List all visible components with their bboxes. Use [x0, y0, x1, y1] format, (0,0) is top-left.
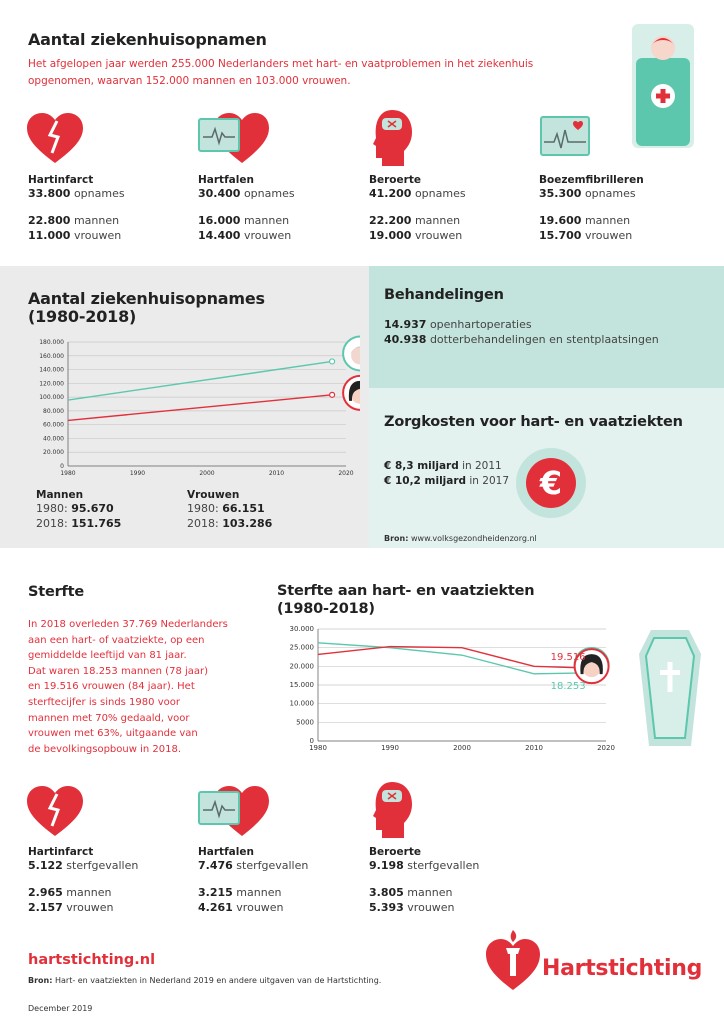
card-men-unit: mannen	[584, 214, 631, 227]
x-tick-label: 2000	[453, 744, 471, 752]
card-men: 3.215	[198, 886, 233, 899]
chart-title-line: (1980-2018)	[28, 307, 137, 326]
admission-card-beroerte	[369, 174, 466, 243]
card-title: Hartfalen	[198, 846, 254, 858]
source-text: Hart- en vaatziekten in Nederland 2019 en andere uitgaven van de Hartstichting.	[54, 976, 382, 985]
heart-monitor-icon	[198, 113, 270, 169]
men-series-line	[68, 361, 332, 400]
y-tick-label: 25.000	[289, 643, 314, 652]
broken-heart-icon	[26, 786, 84, 842]
y-tick-label: 30.000	[289, 625, 314, 633]
card-total-unit: sterfgevallen	[407, 859, 480, 872]
admissions-chart-title	[28, 290, 265, 326]
logo-text: Hartstichting	[542, 956, 703, 981]
card-men: 2.965	[28, 886, 63, 899]
x-tick-label: 1990	[129, 470, 146, 477]
card-title: Boezemfibrilleren	[539, 174, 644, 186]
year-label: 1980:	[36, 502, 68, 515]
y-tick-label: 60.000	[43, 421, 64, 429]
women-end-point	[330, 392, 335, 397]
treatment-label: openhartoperaties	[429, 318, 532, 331]
card-women: 19.000	[369, 229, 412, 242]
card-men-unit: mannen	[414, 214, 461, 227]
y-tick-label: 20.000	[43, 449, 64, 457]
mortality-card-hartfalen	[198, 846, 308, 915]
year-label: 2018:	[187, 517, 219, 530]
women-1980-value: 66.151	[222, 502, 265, 515]
costs-title: Zorgkosten voor hart- en vaatziekten	[384, 414, 683, 430]
women-value-label: 19.516	[550, 652, 586, 664]
head-brain-icon	[370, 780, 414, 844]
source-text: www.volksgezondheidenzorg.nl	[410, 534, 537, 543]
mortality-text-line: In 2018 overleden 37.769 Nederlanders	[28, 619, 228, 630]
card-men-unit: mannen	[243, 214, 290, 227]
card-total-unit: sterfgevallen	[66, 859, 139, 872]
card-men-unit: mannen	[73, 214, 120, 227]
y-tick-label: 140.000	[39, 366, 64, 374]
card-men: 3.805	[369, 886, 404, 899]
mortality-text-line: Dat waren 18.253 mannen (78 jaar)	[28, 665, 209, 677]
women-label: Vrouwen	[187, 489, 240, 501]
footer-date: December 2019	[28, 1004, 93, 1013]
card-women: 14.400	[198, 229, 241, 242]
section-title-admissions: Aantal ziekenhuisopnamen	[28, 30, 267, 49]
card-title: Beroerte	[369, 846, 421, 858]
cost-label: in 2017	[469, 475, 510, 487]
mortality-text-line: en 19.516 vrouwen (84 jaar). Het	[28, 681, 195, 693]
year-label: 1980:	[187, 502, 219, 515]
y-tick-label: 5000	[296, 718, 314, 727]
admissions-men-stats	[36, 489, 121, 531]
y-tick-label: 20.000	[289, 662, 314, 671]
mortality-text-line: mannen met 70% gedaald, voor	[28, 712, 190, 724]
admissions-line-chart	[20, 334, 360, 484]
card-total: 7.476	[198, 859, 233, 872]
card-women-unit: vrouwen	[73, 229, 122, 242]
men-1980-value: 95.670	[71, 502, 114, 515]
card-total-unit: opnames	[243, 187, 295, 200]
mortality-card-hartinfarct	[28, 846, 138, 915]
costs-list	[384, 459, 509, 489]
treatment-value: 40.938	[384, 333, 427, 346]
chart-title-line: Sterfte aan hart- en vaatziekten	[277, 583, 535, 599]
card-men: 22.200	[369, 214, 412, 227]
mortality-text	[28, 617, 228, 757]
card-title: Hartinfarct	[28, 846, 94, 858]
x-tick-label: 2020	[597, 744, 615, 752]
mortality-text-line: vrouwen met 63%, uitgaande van	[28, 728, 198, 740]
card-title: Hartinfarct	[28, 174, 94, 186]
y-tick-label: 100.000	[39, 394, 64, 402]
heart-torch-icon	[484, 928, 542, 992]
women-series-line	[68, 395, 332, 421]
heart-monitor-icon	[198, 786, 270, 842]
hartstichting-logo	[484, 928, 716, 994]
card-total: 33.800	[28, 187, 71, 200]
y-tick-label: 120.000	[39, 380, 64, 388]
admission-card-hartinfarct	[28, 174, 125, 243]
men-2018-value: 151.765	[71, 517, 122, 530]
card-women-unit: vrouwen	[407, 901, 455, 914]
card-women-unit: vrouwen	[414, 229, 463, 242]
card-women: 4.261	[198, 901, 233, 914]
mortality-title: Sterfte	[28, 584, 85, 600]
men-label: Mannen	[36, 489, 84, 501]
year-label: 2018:	[36, 517, 68, 530]
chart-title-line: (1980-2018)	[277, 601, 375, 617]
euro-badge	[516, 448, 586, 518]
x-tick-label: 2010	[525, 744, 543, 752]
card-total: 35.300	[539, 187, 582, 200]
card-title: Beroerte	[369, 174, 421, 186]
source-label: Bron:	[384, 534, 409, 543]
coffin-icon	[637, 628, 703, 752]
card-men-unit: mannen	[66, 886, 112, 899]
footer-url[interactable]: hartstichting.nl	[28, 952, 156, 968]
cost-value: € 10,2 miljard	[384, 475, 467, 487]
source-label: Bron:	[28, 976, 53, 985]
card-women-unit: vrouwen	[243, 229, 292, 242]
broken-heart-icon	[26, 113, 84, 169]
mortality-text-line: de bevolkingsopbouw in 2018.	[28, 743, 182, 755]
costs-source	[384, 534, 537, 543]
intro-line: opgenomen, waarvan 152.000 mannen en 103.000 vrouwen.	[28, 75, 351, 87]
y-tick-label: 40.000	[43, 435, 64, 443]
card-women-unit: vrouwen	[236, 901, 284, 914]
treatment-label: dotterbehandelingen en stentplaatsingen	[429, 333, 659, 346]
card-men-unit: mannen	[407, 886, 453, 899]
treatments-list	[384, 317, 659, 347]
euro-icon: €	[526, 458, 576, 508]
card-total: 5.122	[28, 859, 63, 872]
card-men-unit: mannen	[236, 886, 282, 899]
card-total-unit: opnames	[73, 187, 125, 200]
mortality-text-line: gemiddelde leeftijd van 81 jaar.	[28, 650, 187, 662]
admissions-intro	[28, 56, 588, 90]
y-tick-label: 80.000	[43, 407, 64, 415]
card-women-unit: vrouwen	[584, 229, 633, 242]
card-total-unit: opnames	[414, 187, 466, 200]
men-end-point	[330, 359, 335, 364]
cost-value: € 8,3 miljard	[384, 460, 459, 472]
head-brain-icon	[370, 108, 414, 172]
men-value-label: 18.253	[550, 680, 586, 692]
admissions-women-stats	[187, 489, 272, 531]
mortality-text-line: aan een hart- of vaatziekte, op een	[28, 634, 205, 646]
mortality-text-line: sterftecijfer is sinds 1980 voor	[28, 696, 180, 708]
ecg-monitor-icon	[540, 116, 590, 162]
chart-title-line: Aantal ziekenhuisopnames	[28, 289, 265, 308]
treatments-title: Behandelingen	[384, 287, 504, 303]
card-total-unit: opnames	[584, 187, 636, 200]
card-total-unit: sterfgevallen	[236, 859, 309, 872]
mortality-line-chart	[270, 620, 630, 760]
admission-card-hartfalen	[198, 174, 295, 243]
y-tick-label: 10.000	[289, 699, 314, 708]
women-2018-value: 103.286	[222, 517, 273, 530]
x-tick-label: 2020	[338, 470, 354, 477]
card-men: 22.800	[28, 214, 71, 227]
man-avatar-icon	[343, 336, 360, 370]
y-tick-label: 180.000	[39, 339, 64, 346]
cost-label: in 2011	[462, 460, 502, 472]
x-tick-label: 1980	[60, 470, 76, 477]
x-tick-label: 1980	[309, 744, 327, 752]
footer-source	[28, 976, 381, 985]
y-tick-label: 0	[60, 463, 64, 470]
woman-avatar-icon	[343, 376, 360, 410]
y-tick-label: 0	[309, 737, 314, 745]
card-men: 16.000	[198, 214, 241, 227]
intro-line: Het afgelopen jaar werden 255.000 Nederlanders met hart- en vaatproblemen in het ziekenhuis	[28, 58, 534, 70]
card-women: 15.700	[539, 229, 582, 242]
card-total: 41.200	[369, 187, 412, 200]
card-women: 11.000	[28, 229, 71, 242]
card-women-unit: vrouwen	[66, 901, 114, 914]
card-women: 2.157	[28, 901, 63, 914]
card-women: 5.393	[369, 901, 404, 914]
mortality-chart-title	[277, 582, 534, 618]
y-tick-label: 15.000	[289, 681, 314, 689]
admission-card-boezemfibrilleren	[539, 174, 644, 243]
treatment-value: 14.937	[384, 318, 427, 331]
x-tick-label: 2000	[199, 470, 215, 477]
x-tick-label: 1990	[381, 744, 399, 752]
mortality-card-beroerte	[369, 846, 479, 915]
card-title: Hartfalen	[198, 174, 254, 186]
x-tick-label: 2010	[268, 470, 285, 477]
card-total: 30.400	[198, 187, 241, 200]
card-men: 19.600	[539, 214, 582, 227]
card-total: 9.198	[369, 859, 404, 872]
y-tick-label: 160.000	[39, 352, 64, 360]
hospital-bed-icon	[630, 24, 696, 152]
